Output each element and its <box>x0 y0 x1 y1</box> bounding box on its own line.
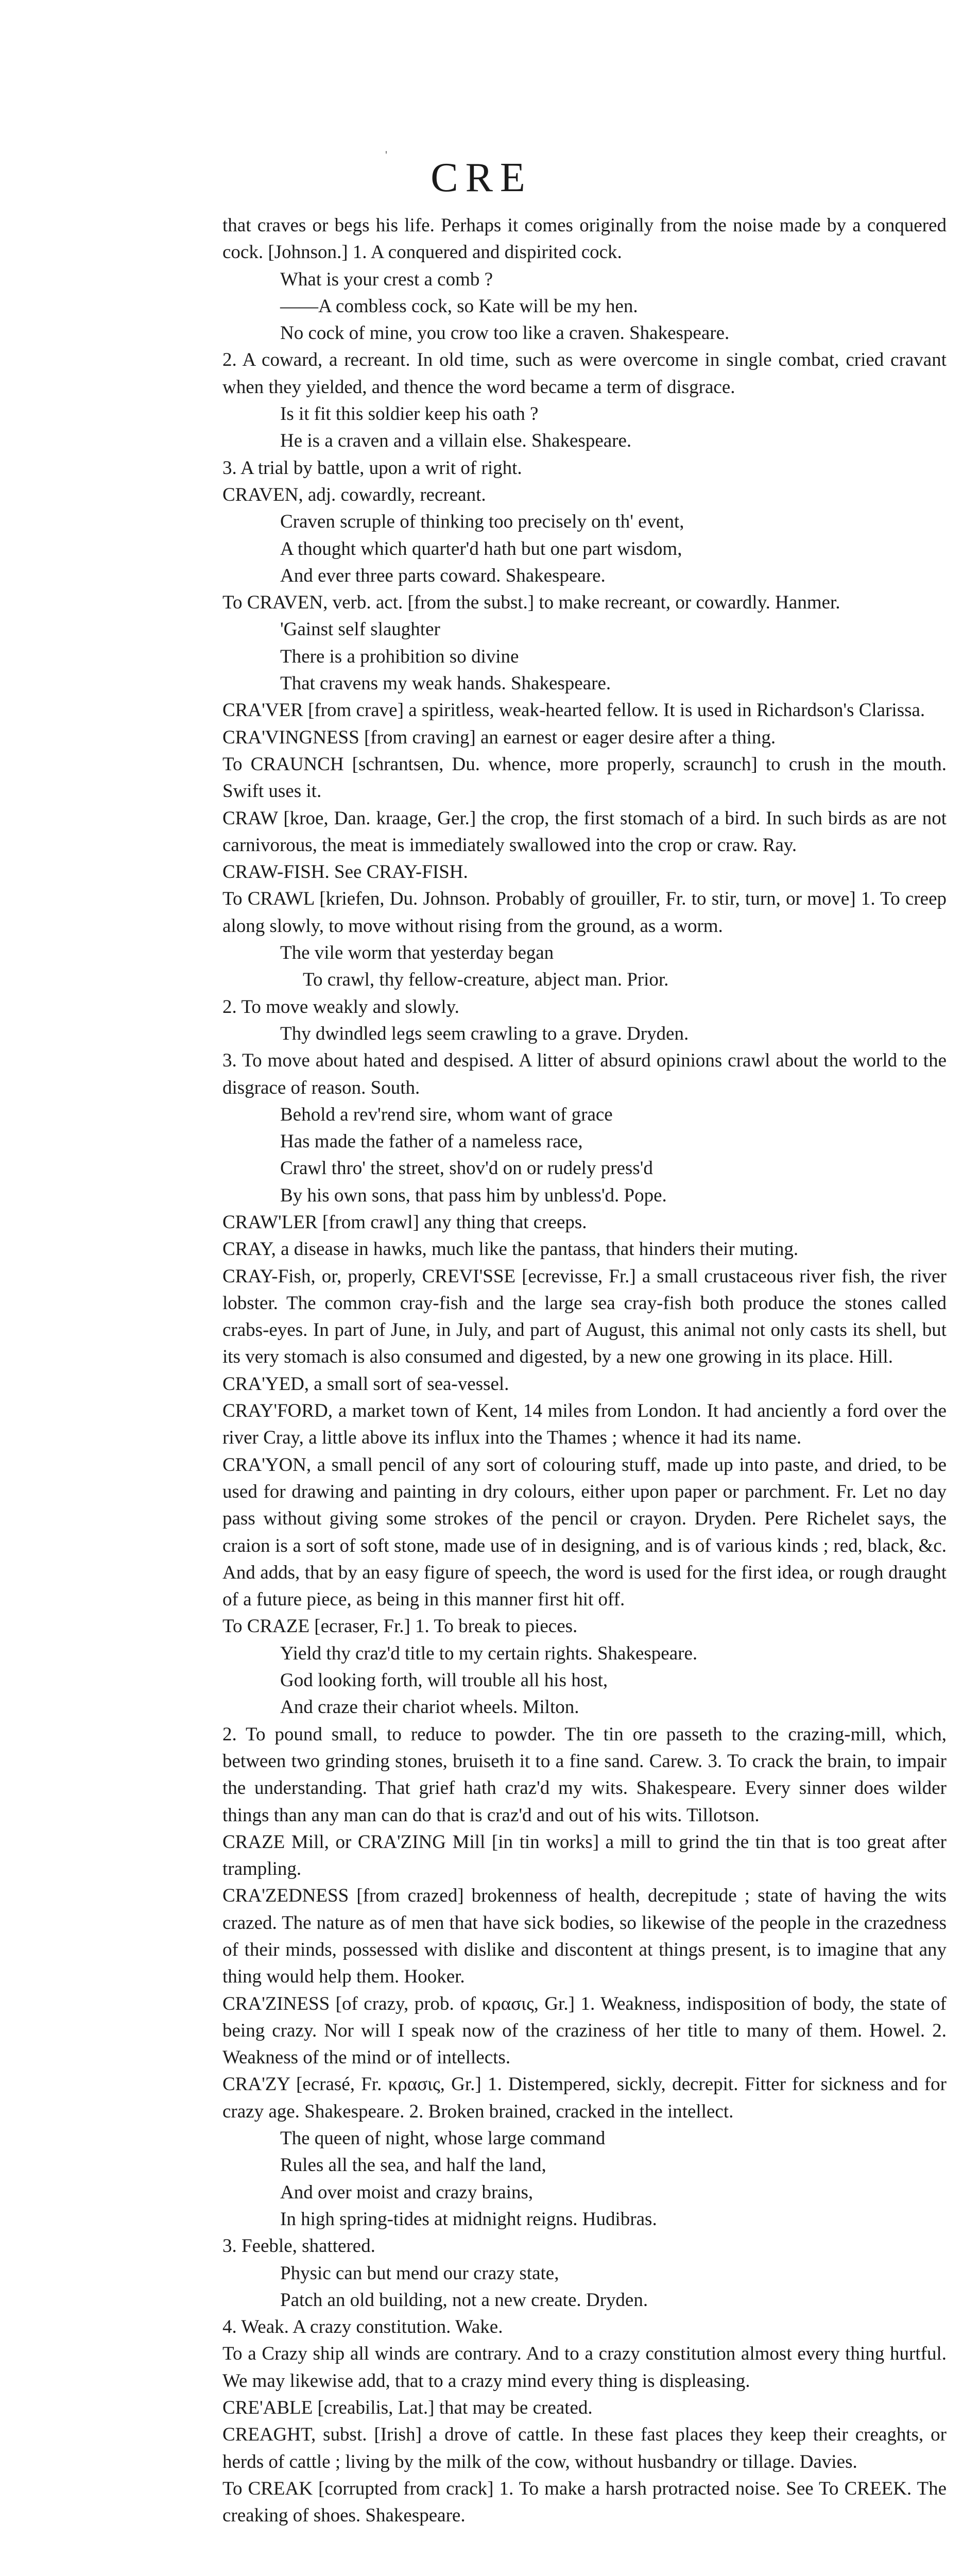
entry-paragraph: CRA'ZY [ecrasé, Fr. κρασις, Gr.] 1. Distempered, sickly, decrepit. Fitter for sickness and for crazy age. Shakespeare. 2. Broken brained, cracked in the intellect. <box>222 2074 947 2122</box>
entry-paragraph: CRAW'LER [from crawl] any thing that creeps. <box>222 1211 587 1233</box>
entry-paragraph: To CRAUNCH [schrantsen, Du. whence, more properly, scraunch] to crush in the mouth. Swift uses it. <box>222 753 947 802</box>
verse-line: 'Gainst self slaughter <box>280 619 440 640</box>
verse-line: A thought which quarter'd hath but one part wisdom, <box>280 538 682 560</box>
verse-line: Has made the father of a nameless race, <box>280 1131 583 1153</box>
verse-line: Craven scruple of thinking too precisely on th' event, <box>280 511 684 533</box>
verse-line: And over moist and crazy brains, <box>280 2181 534 2203</box>
entry-paragraph: 3. To move about hated and despised. A litter of absurd opinions crawl about the world to the disgrace of reason. South. <box>222 1050 947 1098</box>
verse-line: The queen of night, whose large command <box>280 2128 606 2149</box>
verse-line: He is a craven and a villain else. Shakespeare. <box>280 430 632 452</box>
verse-line: ——A combless cock, so Kate will be my hen. <box>280 295 638 317</box>
entry-paragraph: To CRAWL [kriefen, Du. Johnson. Probably of grouiller, Fr. to stir, turn, or move] 1. To creep along slowly, to move without rising from the ground, as a worm. <box>222 888 947 937</box>
entry-paragraph: CRAY-Fish, or, properly, CREVI'SSE [ecrevisse, Fr.] a small crustaceous river fish, the river lobster. The common cray-fish and the large sea cray-fish both produce the stones called crabs-eyes. In part of June, in July, and part of August, this animal not only casts its shell, but its very stomach is also consumed and digested, by a new one growing in its place. Hill. <box>222 1265 947 1368</box>
verse-line: There is a prohibition so divine <box>280 646 519 667</box>
verse-line: Is it fit this soldier keep his oath ? <box>280 403 539 425</box>
entry-paragraph: To CRAVEN, verb. act. [from the subst.] to make recreant, or cowardly. Hanmer. <box>222 592 840 614</box>
entry-paragraph: To CRAZE [ecraser, Fr.] 1. To break to pieces. <box>222 1616 578 1637</box>
entry-paragraph: CRA'ZEDNESS [from crazed] brokenness of health, decrepitude ; state of having the wits crazed. The nature as of men that have sick bodies, so likewise of the people in the crazedness of their minds, possessed with dislike and discontent at things present, is to imagine that any thing would help them. Hooker. <box>222 1885 947 1988</box>
entry-paragraph: CREAGHT, subst. [Irish] a drove of cattle. In these fast places they keep their creaghts, or herds of cattle ; living by the milk of the cow, without husbandry or tillage. Davies. <box>222 2424 947 2472</box>
entry-paragraph: that craves or begs his life. Perhaps it comes originally from the noise made by a conquered cock. [Johnson.] 1. A conquered and dispirited cock. <box>222 215 947 263</box>
entry-paragraph: CRAW [kroe, Dan. kraage, Ger.] the crop, the first stomach of a bird. In such birds as are not carnivorous, the meat is immediately swallowed into the crop or craw. Ray. <box>222 807 947 856</box>
entry-paragraph: 4. Weak. A crazy constitution. Wake. <box>222 2316 503 2338</box>
verse-line: Rules all the sea, and half the land, <box>280 2155 546 2176</box>
entry-paragraph: 2. To pound small, to reduce to powder. The tin ore passeth to the crazing-mill, which, between two grinding stones, bruiseth it to a fine sand. Carew. 3. To crack the brain, to impair the understanding. That grief hath craz'd my wits. Shakespeare. Every sinner does wilder things than any man can do that is craz'd and out of his wits. Tillotson. <box>222 1723 947 1826</box>
print-mark: ' <box>385 148 387 161</box>
verse-line: Behold a rev'rend sire, whom want of grace <box>280 1104 613 1125</box>
entry-paragraph: 2. To move weakly and slowly. <box>222 996 459 1018</box>
verse-line: Crawl thro' the street, shov'd on or rudely press'd <box>280 1158 653 1179</box>
verse-line: By his own sons, that pass him by unbless'd. Pope. <box>280 1184 667 1206</box>
entry-paragraph: CRA'VINGNESS [from craving] an earnest or eager desire after a thing. <box>222 726 776 748</box>
entry-paragraph: CRA'YON, a small pencil of any sort of colouring stuff, made up into paste, and dried, to be used for drawing and painting in dry colours, either upon paper or parchment. Fr. Let no day pass without giving some strokes of the pencil or crayon. Dryden. Pere Richelet says, the craion is a sort of soft stone, made use of in designing, and is of various kinds ; red, black, &c. And adds, that by an easy figure of speech, the word is used for the first idea, or rough draught of a future piece, as being in this manner first hit off. <box>222 1454 947 1611</box>
verse-line: God looking forth, will trouble all his host, <box>280 1670 608 1691</box>
entry-paragraph: To CREAK [corrupted from crack] 1. To make a harsh protracted noise. See To CREEK. The creaking of shoes. Shakespeare. <box>222 2478 947 2527</box>
entry-paragraph: CRAY'FORD, a market town of Kent, 14 miles from London. It had anciently a ford over the river Cray, a little above its influx into the Thames ; whence it had its name. <box>222 1400 947 1449</box>
verse-line: And ever three parts coward. Shakespeare. <box>280 565 606 586</box>
verse-line: And craze their chariot wheels. Milton. <box>280 1697 579 1718</box>
verse-line: Physic can but mend our crazy state, <box>280 2262 559 2284</box>
entry-paragraph: To a Crazy ship all winds are contrary. And to a crazy constitution almost every thing hurtful. We may likewise add, that to a crazy mind every thing is displeasing. <box>222 2343 947 2392</box>
entry-paragraph: 3. A trial by battle, upon a writ of right. <box>222 457 522 479</box>
entry-paragraph: CRAY, a disease in hawks, much like the pantass, that hinders their muting. <box>222 1239 799 1260</box>
entry-paragraph: CRA'YED, a small sort of sea-vessel. <box>222 1373 509 1395</box>
verse-line: No cock of mine, you crow too like a craven. Shakespeare. <box>280 323 730 344</box>
verse-line: The vile worm that yesterday began <box>280 942 554 964</box>
verse-line: What is your crest a comb ? <box>280 268 493 290</box>
entry-paragraph: 3. Feeble, shattered. <box>222 2235 375 2257</box>
entry-paragraph: CRA'VER [from crave] a spiritless, weak-hearted fellow. It is used in Richardson's Clarissa. <box>222 700 925 721</box>
running-head: CRE <box>431 155 532 200</box>
verse-line: Yield thy craz'd title to my certain rights. Shakespeare. <box>280 1642 698 1664</box>
entry-paragraph: CRA'ZINESS [of crazy, prob. of κρασις, Gr.] 1. Weakness, indisposition of body, the state of being crazy. Nor will I speak now of the craziness of her title to many of them. Howel. 2. Weakness of the mind or of intellects. <box>222 1993 947 2069</box>
verse-line: Thy dwindled legs seem crawling to a grave. Dryden. <box>280 1023 689 1044</box>
verse-line: To crawl, thy fellow-creature, abject man. Prior. <box>303 969 669 991</box>
entries-column <box>222 212 947 2530</box>
entry-paragraph: CRAVEN, adj. cowardly, recreant. <box>222 484 486 505</box>
verse-line: That cravens my weak hands. Shakespeare. <box>280 673 611 694</box>
entry-paragraph: CRAW-FISH. See CRAY-FISH. <box>222 861 468 883</box>
entry-paragraph: CRE'ABLE [creabilis, Lat.] that may be created. <box>222 2397 593 2419</box>
verse-line: Patch an old building, not a new create. Dryden. <box>280 2289 648 2311</box>
verse-line: In high spring-tides at midnight reigns. Hudibras. <box>280 2208 657 2230</box>
entry-paragraph: CRAZE Mill, or CRA'ZING Mill [in tin works] a mill to grind the tin that is too great after trampling. <box>222 1831 947 1880</box>
entry-paragraph: 2. A coward, a recreant. In old time, such as were overcome in single combat, cried cravant when they yielded, and thence the word became a term of disgrace. <box>222 349 947 398</box>
